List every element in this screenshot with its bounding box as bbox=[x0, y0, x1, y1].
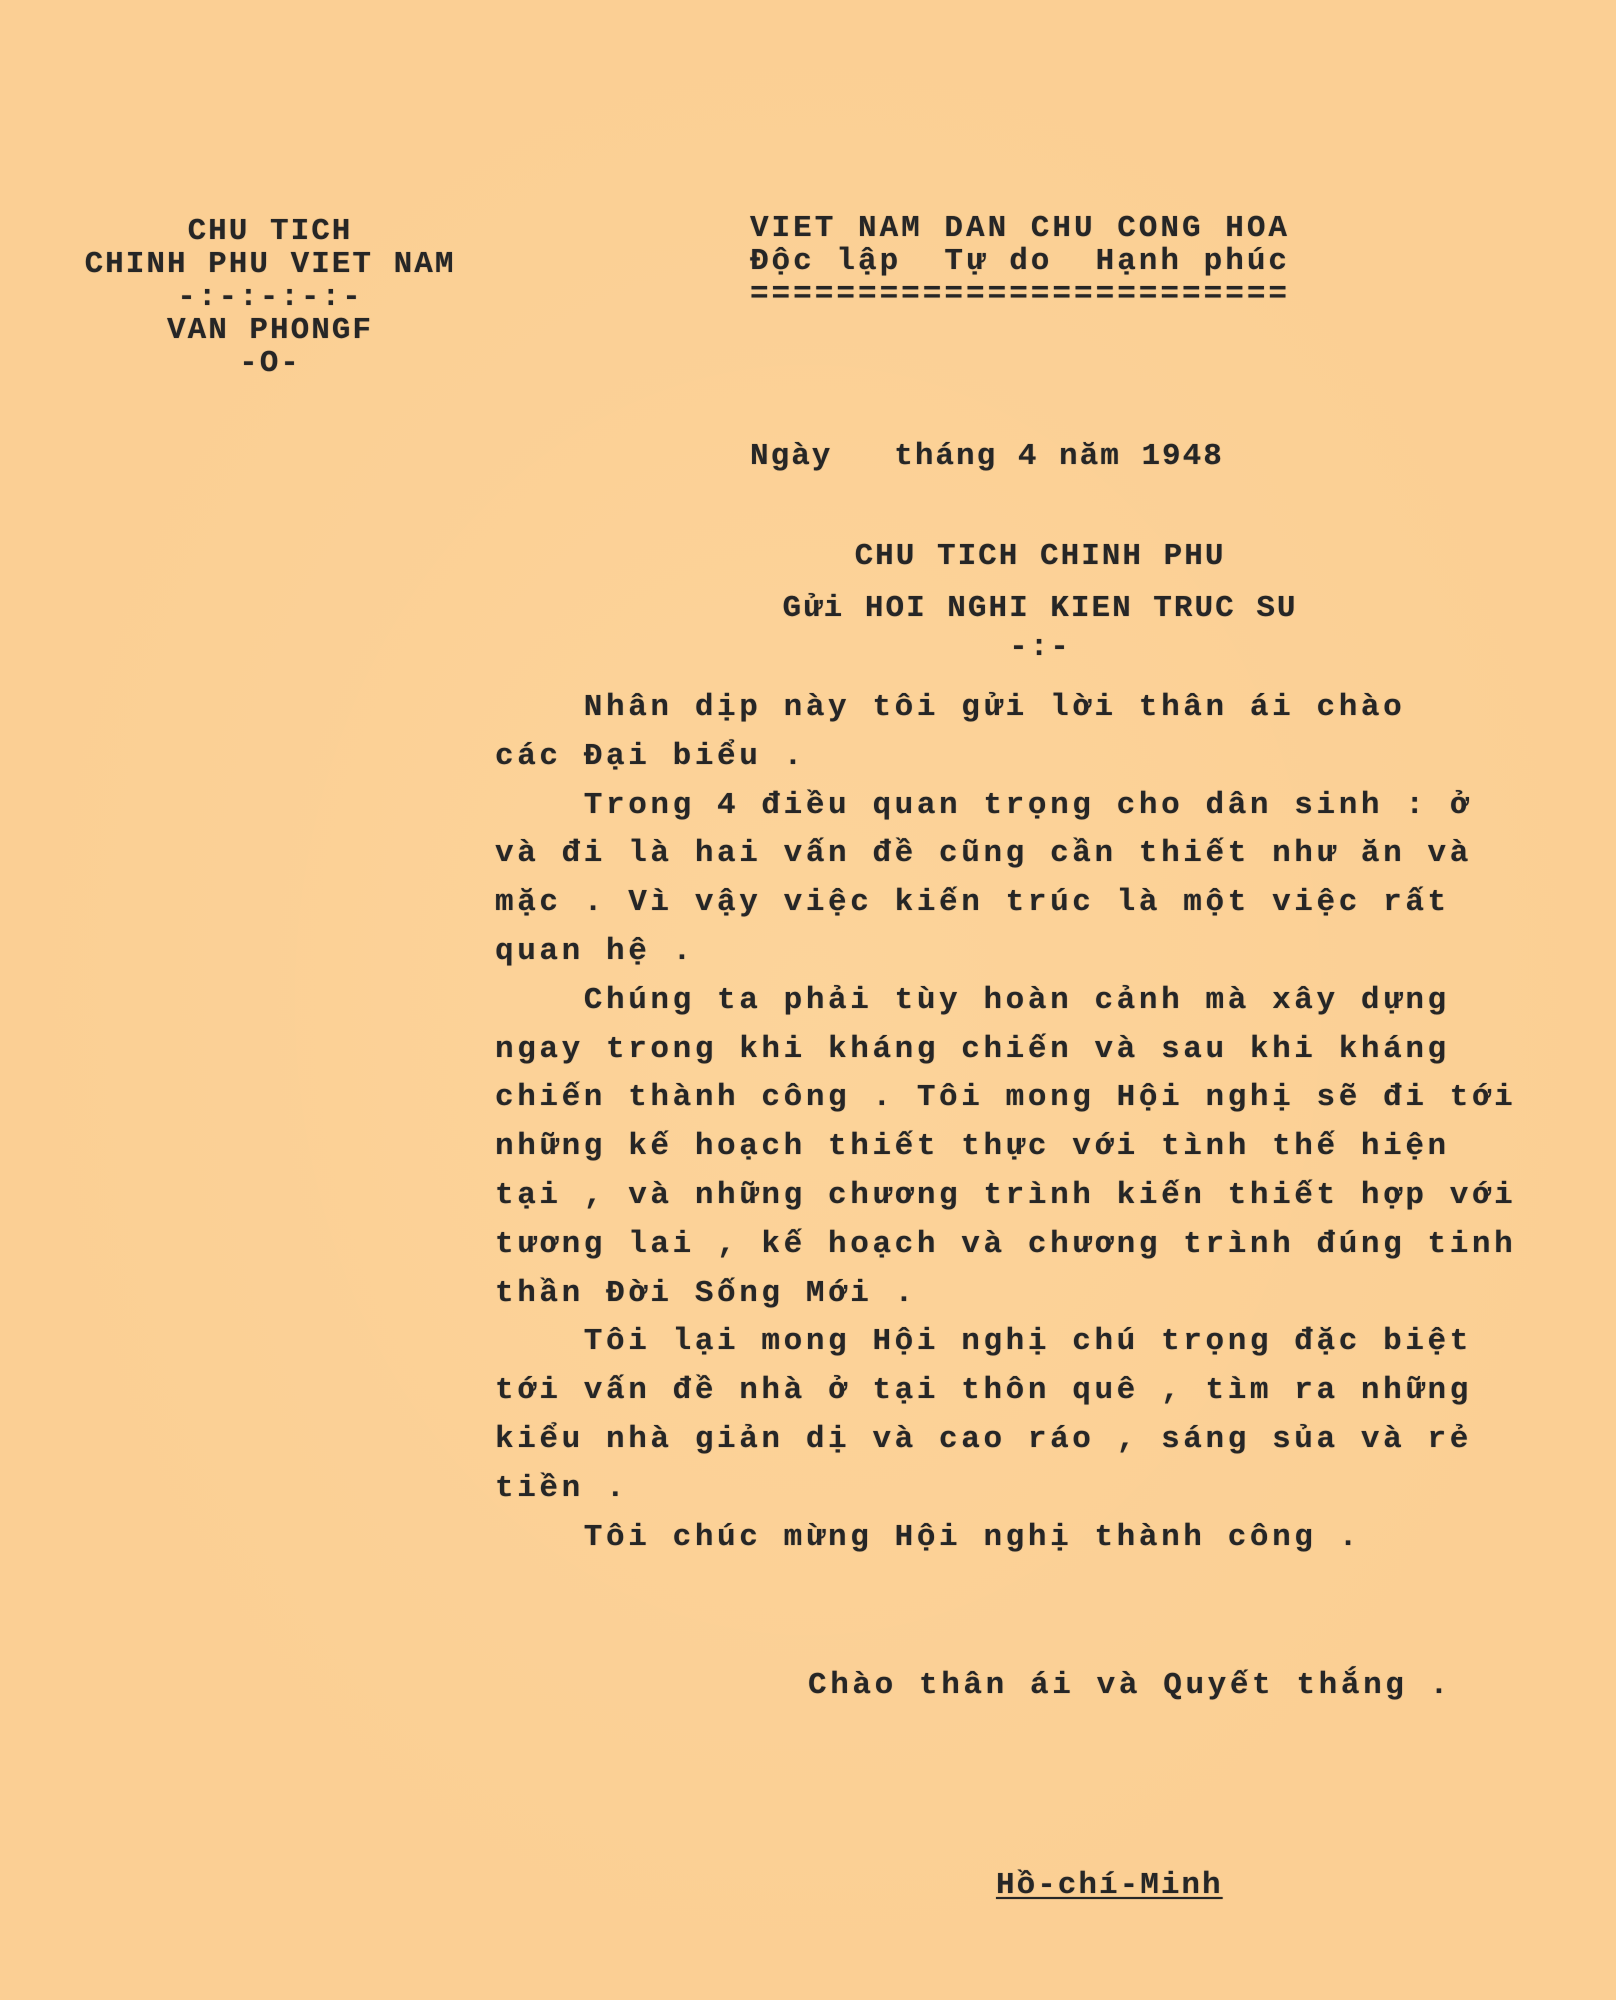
office-header-line-5: -O- bbox=[239, 346, 301, 381]
state-header bbox=[700, 212, 1340, 311]
body-line: mặc . Vì vậy việc kiến trúc là một việc rất bbox=[495, 885, 1450, 920]
office-header-line-4: VAN PHONGF bbox=[166, 313, 374, 348]
state-header-rule: ========================= bbox=[749, 277, 1291, 312]
body-line: kiểu nhà giản dị và cao ráo , sáng sủa và rẻ bbox=[495, 1422, 1472, 1457]
body-line: Tôi lại mong Hội nghị chú trọng đặc biệt bbox=[495, 1324, 1472, 1359]
body-line: quan hệ . bbox=[495, 934, 695, 969]
closing-line: Chào thân ái và Quyết thắng . bbox=[808, 1668, 1452, 1703]
office-header bbox=[50, 215, 490, 380]
office-header-line-1: CHU TICH bbox=[187, 214, 353, 249]
body-line: tới vấn đề nhà ở tại thôn quê , tìm ra những bbox=[495, 1373, 1472, 1408]
letter-title-line-2: Gửi HOI NGHI KIEN TRUC SU bbox=[782, 591, 1298, 626]
body-line: những kế hoạch thiết thực với tình thế hiện bbox=[495, 1129, 1450, 1164]
body-line: các Đại biểu . bbox=[495, 739, 806, 774]
office-header-separator: -:-:-:-:- bbox=[177, 280, 363, 315]
state-motto: Độc lập Tự do Hạnh phúc bbox=[749, 244, 1291, 279]
body-line: thần Đời Sống Mới . bbox=[495, 1276, 917, 1311]
body-line: Chúng ta phải tùy hoàn cảnh mà xây dựng bbox=[495, 983, 1450, 1018]
body-line: ngay trong khi kháng chiến và sau khi kháng bbox=[495, 1032, 1450, 1067]
body-line: Trong 4 điều quan trọng cho dân sinh : ở bbox=[495, 788, 1472, 823]
body-line: chiến thành công . Tôi mong Hội nghị sẽ đi tới bbox=[495, 1080, 1517, 1115]
state-name: VIET NAM DAN CHU CONG HOA bbox=[749, 211, 1291, 246]
body-line: tiền . bbox=[495, 1471, 629, 1506]
letter-title-line-1: CHU TICH CHINH PHU bbox=[854, 539, 1226, 574]
office-header-line-2: CHINH PHU VIET NAM bbox=[84, 247, 456, 282]
date-line: Ngày tháng 4 năm 1948 bbox=[750, 439, 1224, 474]
body-line: tại , và những chương trình kiến thiết hợp với bbox=[495, 1178, 1517, 1213]
letter-title-separator: -:- bbox=[1009, 630, 1071, 665]
body-line: tương lai , kế hoạch và chương trình đúng tinh bbox=[495, 1227, 1517, 1262]
signature: Hồ-chí-Minh bbox=[996, 1868, 1223, 1903]
body-line: và đi là hai vấn đề cũng cần thiết như ăn và bbox=[495, 836, 1472, 871]
body-line: Nhân dịp này tôi gửi lời thân ái chào bbox=[495, 690, 1406, 725]
body-line: Tôi chúc mừng Hội nghị thành công . bbox=[495, 1520, 1361, 1555]
